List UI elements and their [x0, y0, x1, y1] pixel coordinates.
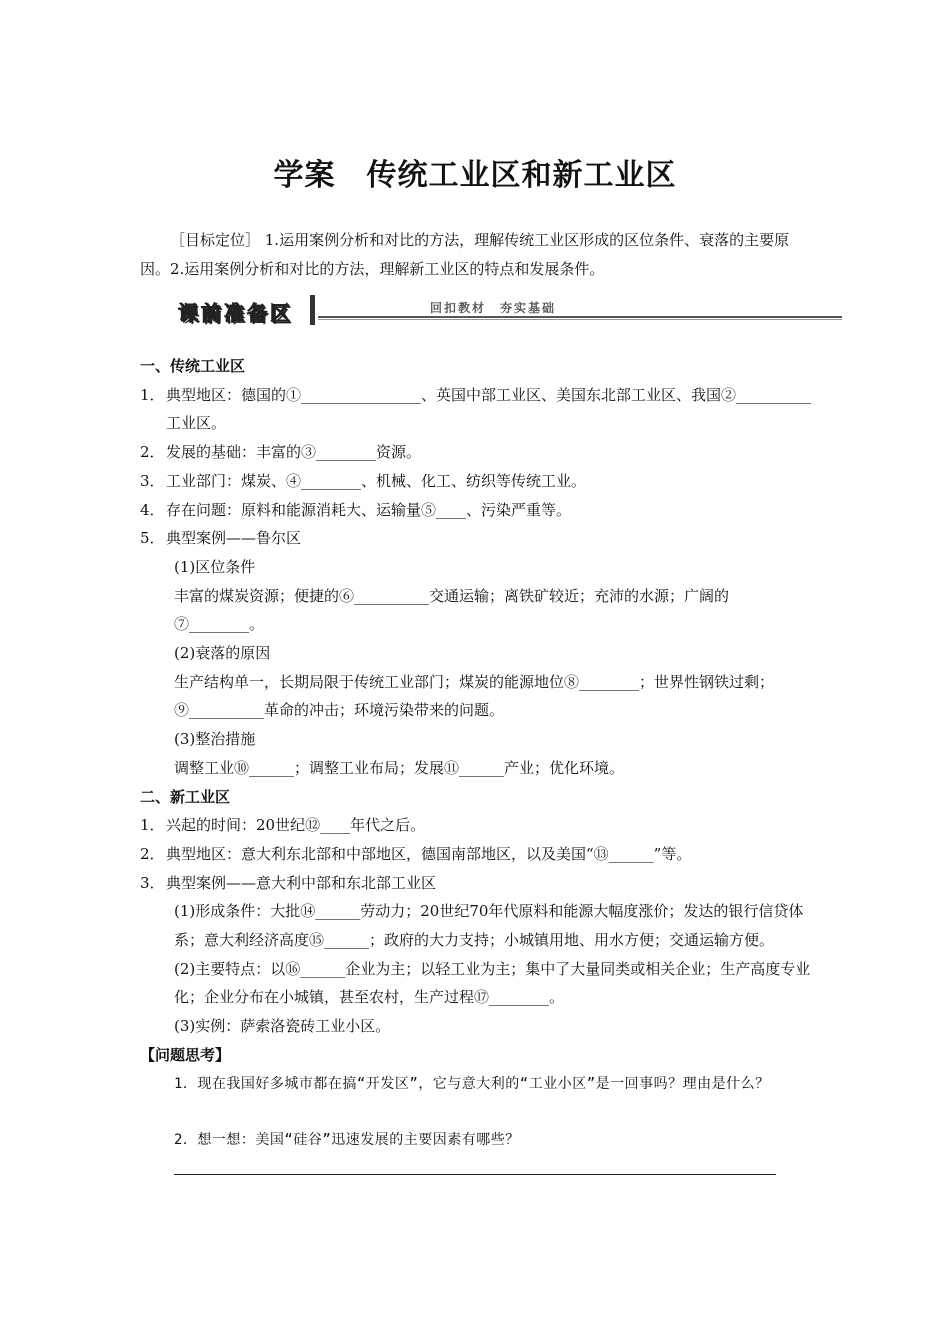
list-item [140, 840, 812, 869]
item-text: 典型地区：意大利东北部和中部地区，德国南部地区，以及美国“⑬______”等。 [166, 844, 692, 863]
case-paragraph: (2)主要特点：以⑯______企业为主；以轻工业为主；集中了大量同类或相关企业；生产高度专业化；企业分布在小城镇，甚至农村，生产过程⑰________。 [174, 959, 811, 1007]
case-body: 生产结构单一，长期局限于传统工业部门；煤炭的能源地位⑧________；世界性钢铁过剩；⑨__________革命的冲击；环境污染带来的问题。 [174, 672, 775, 720]
section-heading-traditional: 一、传统工业区 [140, 357, 246, 375]
banner-box [172, 295, 315, 325]
case-subheading: (3)整治措施 [174, 730, 256, 749]
item-text: 兴起的时间：20世纪⑫____年代之后。 [166, 816, 426, 835]
item-number: 5． [140, 529, 165, 548]
list-item [140, 811, 812, 840]
item-text: 工业部门：煤炭、④________、机械、化工、纺织等传统工业。 [166, 471, 587, 490]
answer-line [174, 1174, 776, 1175]
case-paragraph: (3)实例：萨索洛瓷砖工业小区。 [174, 1017, 391, 1036]
case-body: 丰富的煤炭资源；便捷的⑥__________交通运输；离铁矿较近；充沛的水源；广阔的⑦________。 [174, 586, 730, 634]
page-title: 学案 传统工业区和新工业区 [273, 158, 677, 193]
question-1: 1．现在我国好多城市都在搞“开发区”，它与意大利的“工业小区”是一回事吗？理由是什么？ [174, 1075, 770, 1092]
item-text: 典型地区：德国的①________________、英国中部工业区、美国东北部工业区、我国②__________工业区。 [166, 385, 812, 433]
question-2: 2．想一想：美国“硅谷”迅速发展的主要因素有哪些？ [174, 1132, 520, 1149]
item-number: 3． [140, 873, 165, 892]
item-text: 发展的基础：丰富的③________资源。 [166, 443, 422, 462]
objective-paragraph: ［目标定位］ 1.运用案例分析和对比的方法，理解传统工业区形成的区位条件、衰落的主要原因。2.运用案例分析和对比的方法，理解新工业区的特点和发展条件。 [140, 231, 790, 278]
banner-rule-thin [318, 319, 842, 320]
section-heading-new: 二、新工业区 [140, 787, 231, 806]
main-content [140, 352, 812, 1155]
list-item [140, 438, 812, 467]
thinking-heading: 【问题思考】 [140, 1045, 231, 1064]
item-number: 3． [140, 471, 165, 490]
banner-label: 课前准备区 [178, 301, 293, 325]
item-number: 4． [140, 500, 165, 519]
item-text: 典型案例——鲁尔区 [166, 529, 302, 548]
list-item [140, 524, 812, 553]
item-number: 1． [140, 385, 165, 404]
list-item [140, 496, 812, 525]
item-number: 2． [140, 443, 165, 462]
case-body: 调整工业⑩______；调整工业布局；发展⑪______产业；优化环境。 [174, 758, 625, 777]
case-subheading: (2)衰落的原因 [174, 644, 271, 663]
item-text: 典型案例——意大利中部和东北部工业区 [166, 873, 437, 892]
list-item [140, 381, 812, 438]
case-subheading: (1)区位条件 [174, 557, 256, 576]
banner-subtitle: 回扣教材 夯实基础 [430, 301, 557, 315]
answer-space [140, 1098, 812, 1126]
banner-rule [318, 316, 842, 318]
item-text: 存在问题：原料和能源消耗大、运输量⑤____、污染严重等。 [166, 500, 572, 519]
item-number: 2． [140, 844, 165, 863]
case-paragraph: (1)形成条件：大批⑭______劳动力；20世纪70年代原料和能源大幅度涨价；发达的银行信贷体系；意大利经济高度⑮______；政府的大力支持；小城镇用地、用水方便；交通运输方便。 [174, 902, 804, 950]
item-number: 1． [140, 816, 165, 835]
list-item [140, 467, 812, 496]
section-banner [172, 295, 842, 327]
list-item [140, 869, 812, 898]
